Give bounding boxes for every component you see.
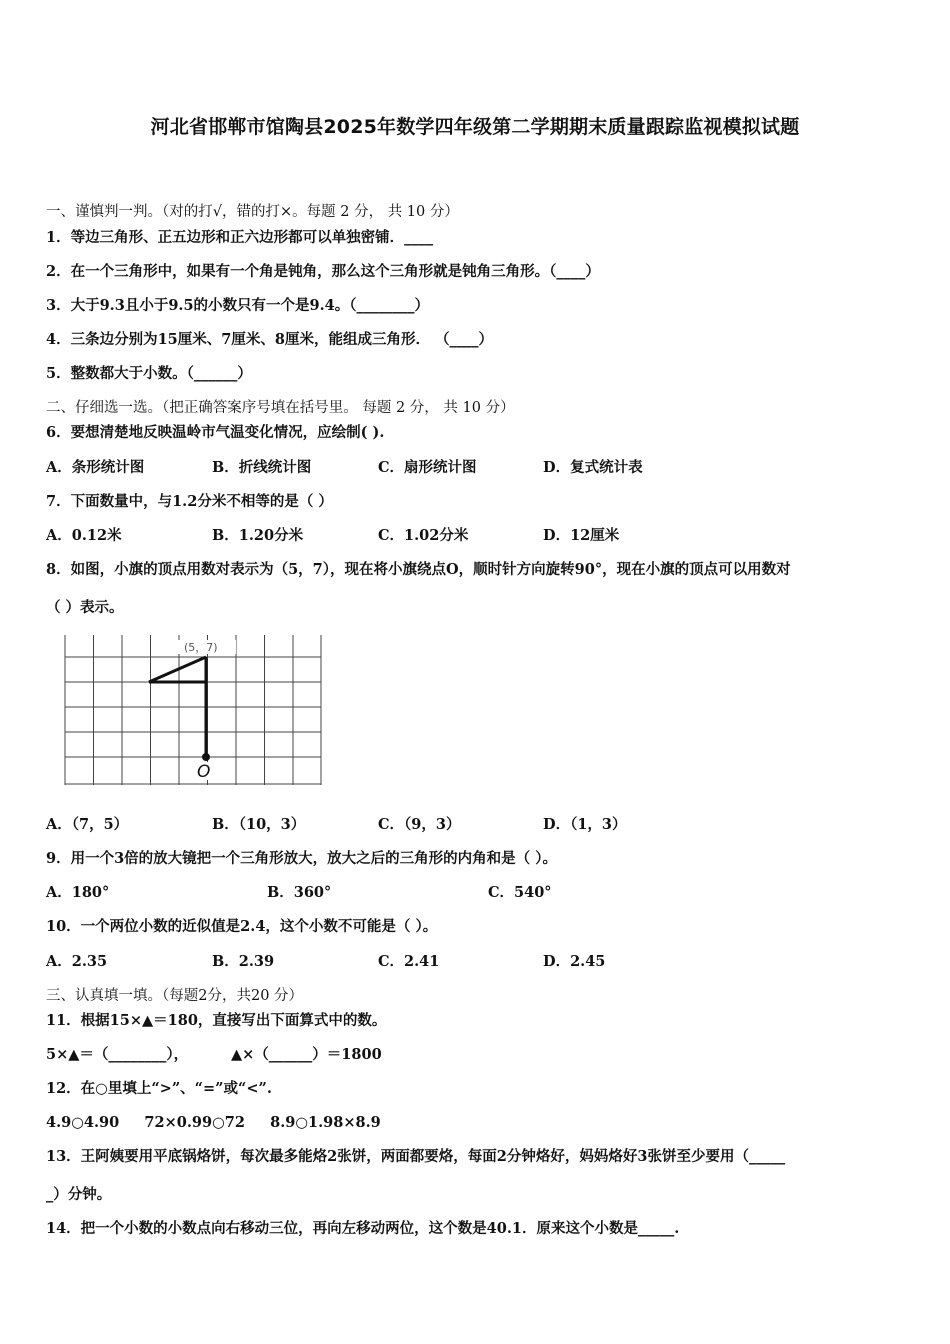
q9-option-b: B．360° [267, 884, 332, 901]
question-12-items: 4.9○4.90 72×0.99○72 8.9○1.98×8.9 [46, 1114, 381, 1131]
question-7: 7．下面数量中，与1.2分米不相等的是（ ） [46, 493, 333, 510]
origin-point [202, 753, 210, 761]
q11-blank-b: ▲×（______）＝1800 [231, 1046, 382, 1063]
q10-option-a: A．2.35 [46, 953, 108, 970]
q8-option-b: B．（10，3） [212, 816, 306, 833]
question-13-continued: _）分钟。 [46, 1186, 112, 1203]
q10-option-d: D．2.45 [543, 953, 606, 970]
question-4: 4．三条边分别为15厘米、7厘米、8厘米，能组成三角形． （____） [46, 331, 493, 348]
q11-blank-a: 5×▲＝（________）， [46, 1046, 189, 1063]
q6-option-a: A．条形统计图 [46, 459, 145, 476]
q7-option-c: C．1.02分米 [378, 527, 469, 544]
q10-option-c: C．2.41 [378, 953, 440, 970]
origin-label: O [197, 762, 211, 782]
question-1: 1．等边三角形、正五边形和正六边形都可以单独密铺．____ [46, 229, 434, 246]
flag-grid-svg [58, 630, 326, 790]
question-2: 2．在一个三角形中，如果有一个角是钝角，那么这个三角形就是钝角三角形。（____） [46, 263, 600, 280]
q6-option-b: B．折线统计图 [212, 459, 312, 476]
q9-option-c: C．540° [488, 884, 552, 901]
question-8: 8．如图，小旗的顶点用数对表示为（5，7），现在将小旗绕点O，顺时针方向旋转90°，现在小旗的顶点可以用数对 [46, 561, 791, 578]
question-8-continued: （ ）表示。 [46, 599, 124, 616]
question-13: 13．王阿姨要用平底锅烙饼，每次最多能烙2张饼，两面都要烙，每面2分钟烙好，妈妈烙好3张饼至少要用（_____ [46, 1148, 786, 1165]
question-10: 10．一个两位小数的近似值是2.4，这个小数不可能是（ ）。 [46, 918, 438, 935]
q6-option-c: C．扇形统计图 [378, 459, 477, 476]
q6-option-d: D．复式统计表 [543, 459, 643, 476]
q8-option-a: A．（7，5） [46, 816, 129, 833]
q9-option-a: A．180° [46, 884, 110, 901]
q7-option-a: A．0.12米 [46, 527, 122, 544]
page-title: 河北省邯郸市馆陶县2025年数学四年级第二学期期末质量跟踪监视模拟试题 [150, 116, 800, 138]
section-2-heading: 二、仔细选一选。（把正确答案序号填在括号里。 每题 2 分， 共 10 分） [46, 400, 515, 416]
q7-option-b: B．1.20分米 [212, 527, 304, 544]
q7-option-d: D．12厘米 [543, 527, 620, 544]
question-9: 9．用一个3倍的放大镜把一个三角形放大，放大之后的三角形的内角和是（ ）。 [46, 850, 557, 867]
section-3-heading: 三、认真填一填。（每题2分，共20 分） [46, 988, 304, 1004]
question-3: 3．大于9.3且小于9.5的小数只有一个是9.4。（________） [46, 297, 430, 314]
q10-option-b: B．2.39 [212, 953, 275, 970]
section-1-heading: 一、谨慎判一判。（对的打√，错的打×。每题 2 分， 共 10 分） [46, 204, 459, 220]
question-5: 5．整数都大于小数。（______） [46, 365, 252, 382]
question-14: 14．把一个小数的小数点向右移动三位，再向左移动两位，这个数是40.1．原来这个小数是_____. [46, 1220, 680, 1237]
q8-option-d: D．（1，3） [543, 816, 627, 833]
flag-grid-figure [58, 630, 326, 790]
grid-lines [65, 635, 321, 785]
flag-edge [149, 657, 206, 682]
vertex-label: (5，7) [184, 641, 218, 654]
question-11: 11．根据15×▲＝180，直接写出下面算式中的数。 [46, 1012, 387, 1029]
q8-option-c: C．（9，3） [378, 816, 461, 833]
question-6: 6．要想清楚地反映温岭市气温变化情况，应绘制( ). [46, 424, 385, 441]
question-12: 12．在○里填上“>”、“=”或“<”. [46, 1080, 272, 1097]
